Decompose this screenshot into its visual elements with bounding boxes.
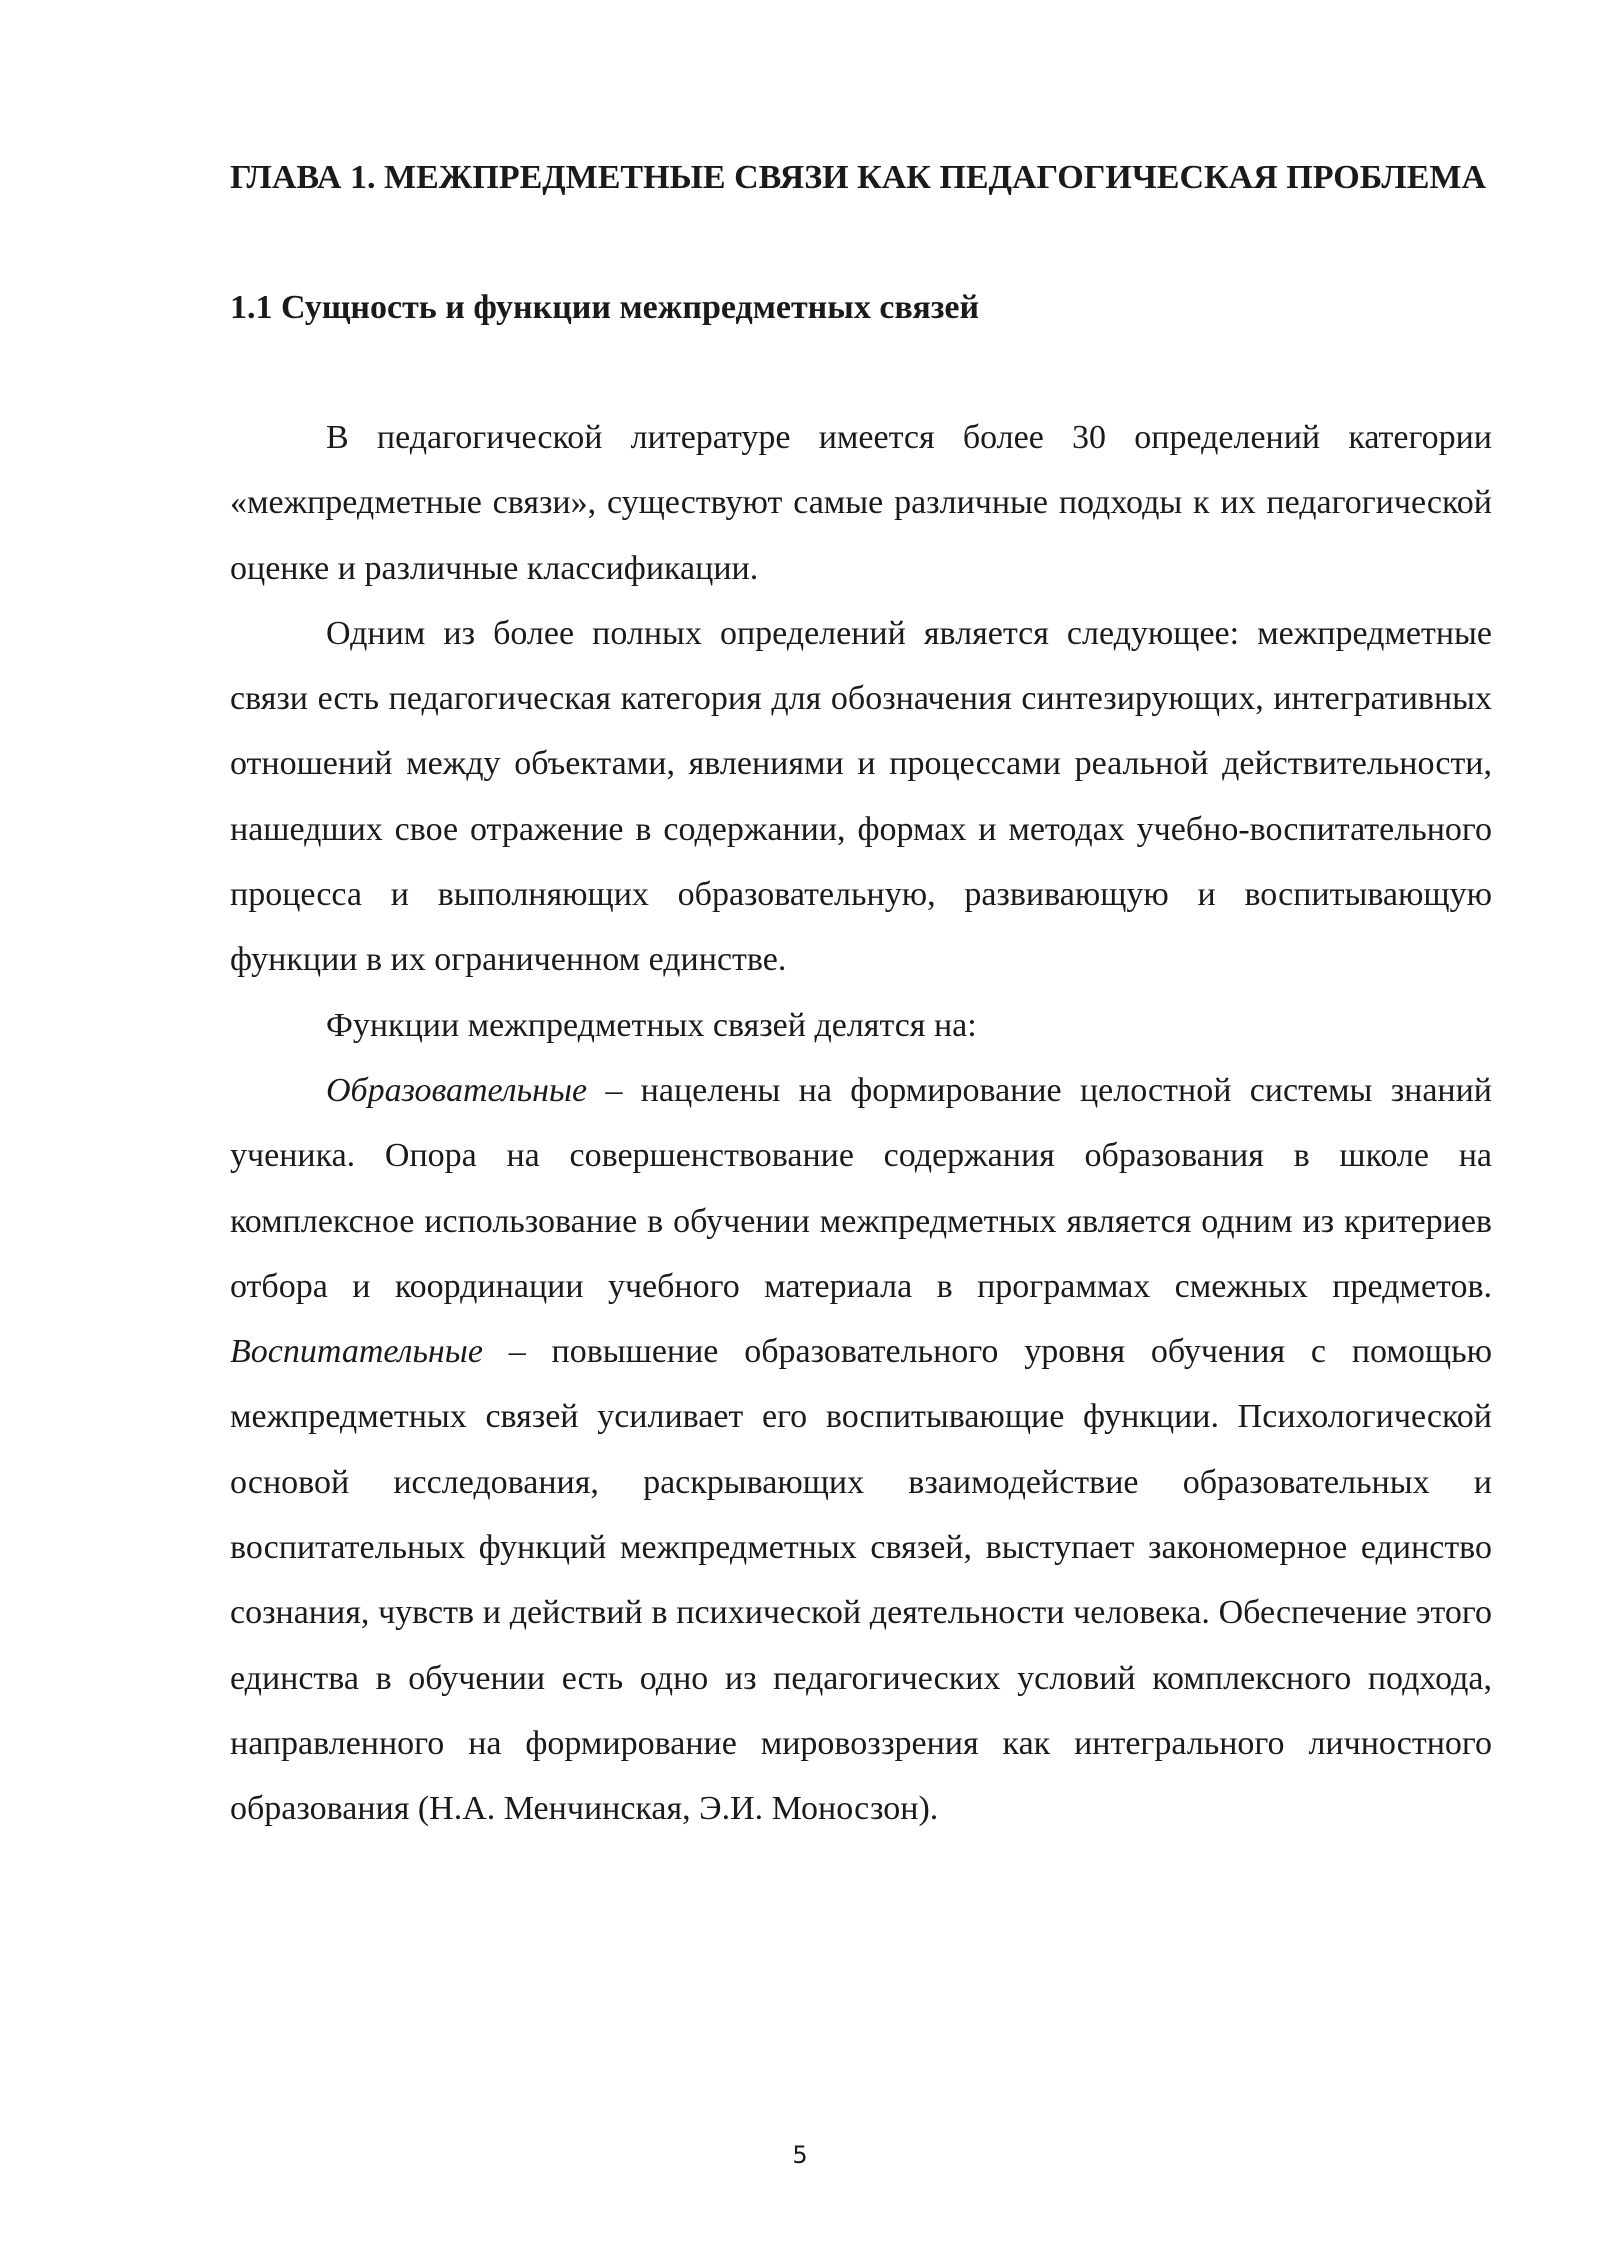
page-number: 5 bbox=[792, 2141, 808, 2169]
paragraph-2: Одним из более полных определений является следующее: межпредметные связи есть педагогическая категория для обозначения синтезирующих, интегративных отношений между объектами, явлениями и процессами реальной действительности, нашедших свое отражение в содержании, формах и методах учебно-воспитательного процесса и выполняющих образовательную, развивающую и воспитывающую функции в их ограниченном единстве. bbox=[230, 614, 1492, 979]
term-educational: Образовательные bbox=[326, 1071, 588, 1109]
paragraph-4-text-2: – повышение образовательного уровня обучения с помощью межпредметных связей усиливает его воспитывающие функции. Психологической основой исследования, раскрывающих взаимодействие образовательных и воспитательных функций межпредметных связей, выступает закономерное единство сознания, чувств и действий в психической деятельности человека. Обеспечение этого единства в обучении есть одно из педагогических условий комплексного подхода, направленного на формирование мировоззрения как интегрального личностного образования (Н.А. Менчинская, Э.И. Моносзон). bbox=[230, 1333, 1492, 1828]
paragraph-4-text-1: – нацелены на формирование целостной системы знаний ученика. Опора на совершенствование содержания образования в школе на комплексное использование в обучении межпредметных является одним из критериев отбора и координации учебного материала в программах смежных предметов. bbox=[230, 1071, 1492, 1305]
paragraph-4 bbox=[230, 1058, 1492, 1842]
term-upbringing: Воспитательные bbox=[230, 1333, 483, 1371]
paragraph-3: Функции межпредметных связей делятся на: bbox=[326, 1006, 977, 1044]
section-title: 1.1 Сущность и функции межпредметных связей bbox=[230, 289, 980, 326]
body-text bbox=[230, 405, 1492, 1842]
paragraph-1: В педагогической литературе имеется более 30 определений категории «межпредметные связи», существуют самые различные подходы к их педагогической оценке и различные классификации. bbox=[230, 419, 1492, 587]
chapter-title: ГЛАВА 1. МЕЖПРЕДМЕТНЫЕ СВЯЗИ КАК ПЕДАГОГИЧЕСКАЯ ПРОБЛЕМА bbox=[230, 159, 1487, 196]
page-content bbox=[230, 145, 1492, 1842]
